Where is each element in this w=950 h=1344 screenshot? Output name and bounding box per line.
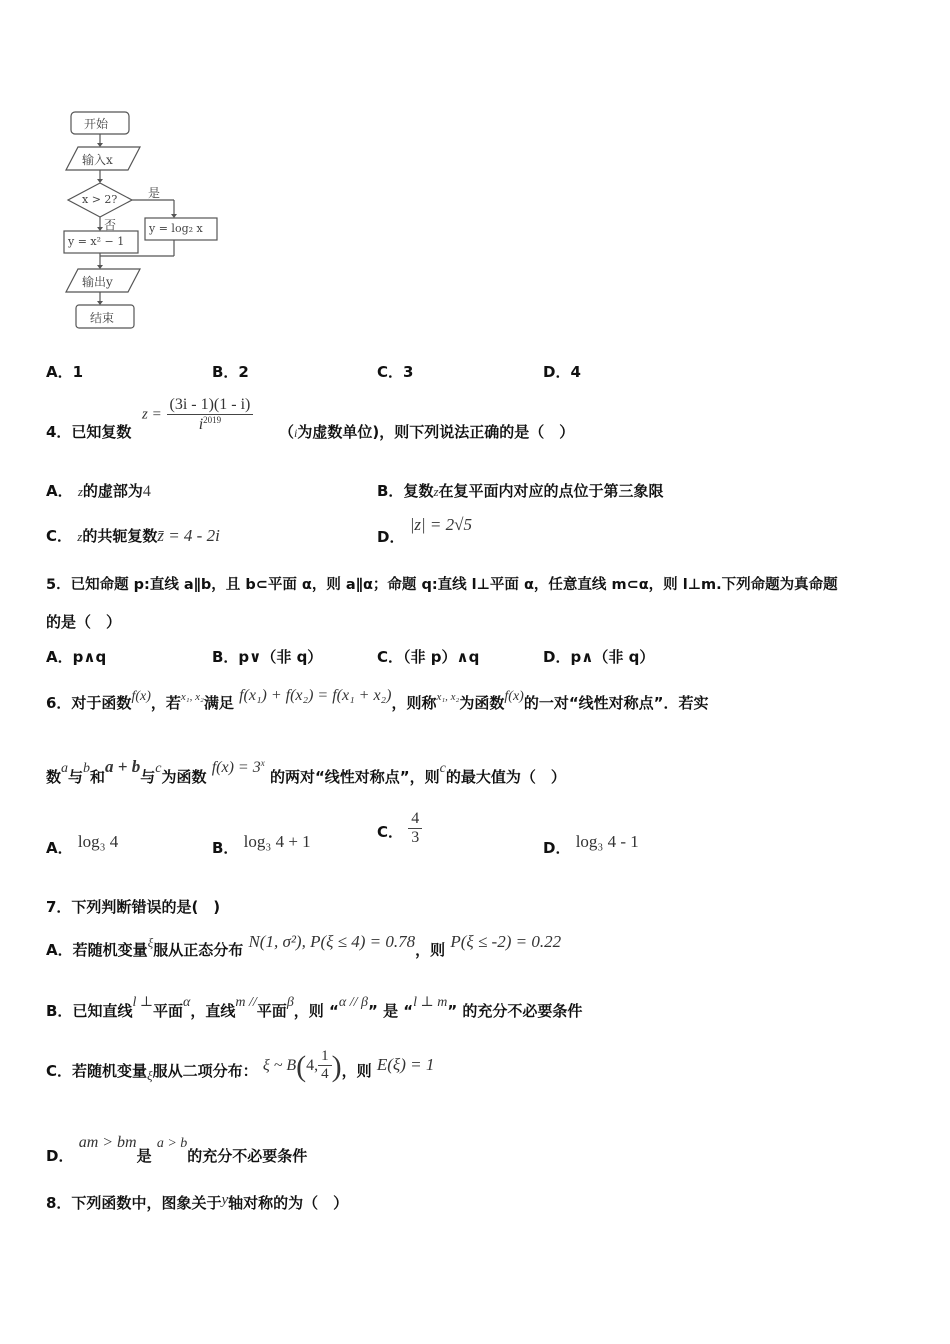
q6-stem-line2	[46, 756, 566, 786]
q7-d-ab: a > b	[156, 1136, 188, 1151]
q4-b-z: z	[433, 484, 439, 499]
start-label: 开始	[84, 117, 109, 131]
q7-c-label: C．	[46, 1062, 73, 1080]
q6-option-b	[212, 831, 311, 857]
q7-b-t1: 已知直线	[72, 1002, 133, 1020]
q6-l2-3: 和	[90, 768, 106, 786]
q4-option-c	[46, 525, 220, 546]
q6-c-fraction	[408, 810, 422, 847]
flowchart	[56, 104, 226, 336]
right-process-label: y = log₂ x	[149, 222, 203, 235]
q4-stem-end	[279, 421, 574, 442]
q6-a-val: log₃ 4	[77, 832, 119, 851]
left-process-label: y = x² − 1	[68, 235, 125, 248]
q7-b-t5: ，则 “	[293, 1002, 339, 1020]
q4-formula	[142, 396, 253, 434]
q6-l2-1: 数	[46, 768, 62, 786]
q4-paren: （	[279, 423, 295, 441]
q6-c-num: 4	[408, 810, 422, 829]
q4-d-label: D．	[377, 528, 405, 546]
q6-c-den: 3	[411, 829, 420, 846]
q6-ab: a + b	[105, 757, 141, 776]
q4-b-label: B．	[377, 482, 404, 500]
q5-option-a: A．p∧q	[46, 648, 107, 666]
q6-c: c	[155, 761, 162, 776]
q4-a-label: A．	[46, 482, 73, 500]
q4-a-val: 4	[142, 483, 151, 500]
q4-option-b	[377, 480, 664, 501]
q7-option-a	[46, 931, 562, 959]
q4-stem-start: 4．已知复数	[46, 423, 132, 441]
q8-y: y	[221, 1192, 229, 1208]
q6-d-label: D．	[543, 839, 571, 857]
q5-option-b: B．p∨（非 q）	[212, 648, 323, 666]
q6-option-d	[543, 831, 639, 857]
q7-c-t2: 服从二项分布：	[152, 1062, 258, 1080]
q6-p5: 为函数	[459, 694, 505, 712]
q7-b-lm: l ⊥ m	[413, 995, 448, 1010]
q6-c2: c	[439, 761, 446, 776]
q5-stem-line2: 的是（ ）	[46, 613, 122, 631]
q7-c-rparen: )	[331, 1050, 342, 1083]
yes-label: 是	[148, 186, 161, 200]
q6-a: a	[61, 761, 69, 776]
output-label: 输出y	[82, 275, 113, 289]
q4-c-label: C．	[46, 527, 73, 545]
q4-b-pre: 复数	[403, 482, 434, 500]
q4-fraction	[167, 396, 254, 434]
q7-a-expr2: P(ξ ≤ -2) = 0.22	[450, 932, 562, 951]
q7-d-t2: 的充分不必要条件	[187, 1147, 308, 1165]
q3-option-a: A．1	[46, 363, 84, 381]
q6-option-a	[46, 831, 119, 857]
q7-c-lparen: (	[296, 1050, 307, 1083]
q7-b-beta: β	[286, 995, 294, 1010]
q4-a-text: 的虚部为	[82, 482, 143, 500]
q7-a-text: 若随机变量	[72, 941, 148, 959]
q7-c-fraction	[318, 1048, 332, 1083]
q6-l2-5: 为函数	[161, 768, 207, 786]
q7-c-xi: ξ	[147, 1068, 153, 1083]
q4-d-expr: |z| = 2√5	[409, 515, 472, 534]
q7-a-then: ，则	[415, 941, 446, 959]
q7-d-t1: 是	[136, 1147, 152, 1165]
q6-c-label: C．	[377, 823, 404, 841]
q7-a-label: A．	[46, 941, 73, 959]
q7-c-then: ，则	[341, 1062, 372, 1080]
q3-option-b: B．2	[212, 363, 249, 381]
q6-b: b	[83, 761, 91, 776]
q4-c-text: 的共轭复数	[82, 527, 158, 545]
q6-fx3-sup: x	[260, 758, 265, 768]
q7-option-d	[46, 1131, 308, 1165]
q7-c-expr: ξ ~ B	[262, 1057, 297, 1074]
q5-stem-line1: 5．已知命题 p:直线 a∥b，且 b⊂平面 α，则 a∥α；命题 q:直线 l⊥平面 α，任意直线 m⊂α，则 l⊥m.下列命题为真命题	[46, 577, 838, 593]
q4-z-eq: z =	[142, 406, 162, 423]
q4-frac-num: (3i - 1)(1 - i)	[167, 396, 254, 415]
q6-b-val: log₃ 4 + 1	[243, 832, 311, 851]
no-label: 否	[104, 218, 117, 232]
q7-b-t4: 平面	[256, 1002, 287, 1020]
q4-tail: 为虚数单位)，则下列说法正确的是（ ）	[297, 423, 575, 441]
q7-d-am: am > bm	[78, 1134, 137, 1151]
q4-b-text: 在复平面内对应的点位于第三象限	[438, 482, 664, 500]
q3-option-c: C．3	[377, 363, 414, 381]
q7-d-label: D．	[46, 1147, 74, 1165]
q8-stem	[46, 1188, 349, 1212]
q6-x12: x₁, x₂	[180, 691, 204, 703]
q7-b-t3: ，直线	[190, 1002, 236, 1020]
q6-x12b: x₁, x₂	[436, 691, 460, 703]
q4-i-unit: i	[294, 426, 298, 440]
input-label: 输入x	[82, 153, 113, 167]
end-label: 结束	[90, 311, 115, 325]
q6-a-label: A．	[46, 839, 73, 857]
q6-p1: 6．对于函数	[46, 694, 132, 712]
q4-c-expr: z̄ = 4 - 2i	[157, 526, 220, 545]
q4-frac-den: i	[198, 416, 204, 433]
q6-f2: f(x)	[504, 689, 524, 704]
q8-p2: 轴对称的为（ ）	[228, 1194, 349, 1212]
q7-a-expr: N(1, σ²), P(ξ ≤ 4) = 0.78	[248, 932, 416, 951]
q6-p2: ，若	[150, 694, 181, 712]
q7-b-label: B．	[46, 1002, 73, 1020]
q7-c-den: 4	[321, 1066, 329, 1082]
q8-p1: 8．下列函数中，图象关于	[46, 1194, 222, 1212]
q6-fx3: f(x) = 3	[211, 759, 261, 776]
q6-f1: f(x)	[131, 689, 151, 704]
q7-b-m: m //	[235, 995, 257, 1010]
q7-c-4: 4,	[306, 1057, 319, 1074]
q7-option-c	[46, 1048, 434, 1084]
q4-option-d	[377, 514, 472, 546]
q5-option-d: D．p∧（非 q）	[543, 648, 655, 666]
condition-label: x > 2?	[82, 193, 118, 206]
q7-a-xi: ξ	[147, 935, 154, 950]
q7-b-l: l ⊥	[132, 995, 154, 1010]
q7-option-b	[46, 990, 583, 1020]
q4-a-z: z	[77, 484, 83, 499]
q6-l2-6: 的两对“线性对称点”，则	[269, 768, 440, 786]
q6-option-c	[377, 810, 422, 847]
q7-c-num: 1	[318, 1048, 332, 1066]
q7-b-t7: ” 的充分不必要条件	[447, 1002, 583, 1020]
q6-l2-7: 的最大值为（ ）	[445, 768, 566, 786]
q7-b-t2: 平面	[153, 1002, 184, 1020]
q6-eq: f(x₁) + f(x₂) = f(x₁ + x₂)	[239, 687, 392, 704]
q7-title: 7．下列判断错误的是( )	[46, 898, 221, 916]
q6-p6: 的一对“线性对称点”．若实	[523, 694, 709, 712]
q4-option-a	[46, 480, 151, 501]
q6-stem-line1	[46, 684, 709, 712]
q5-option-c: C．（非 p）∧q	[377, 648, 480, 666]
q6-b-label: B．	[212, 839, 239, 857]
q6-l2-2: 与	[68, 768, 84, 786]
q7-b-ab: α // β	[338, 995, 368, 1010]
flowchart-lines	[56, 104, 226, 336]
q6-d-val: log₃ 4 - 1	[575, 832, 639, 851]
q7-a-text2: 服从正态分布	[153, 941, 244, 959]
q3-option-d: D．4	[543, 363, 581, 381]
q7-b-alpha: α	[183, 995, 191, 1010]
q7-c-t1: 若随机变量	[72, 1062, 148, 1080]
q6-l2-4: 与	[140, 768, 156, 786]
q4-c-z: z	[77, 529, 83, 544]
q4-den-sup: 2019	[203, 415, 222, 425]
q6-p4: ，则称	[391, 694, 437, 712]
q6-p3: 满足	[203, 694, 234, 712]
q7-c-e: E(ξ) = 1	[376, 1055, 435, 1074]
q7-b-t6: ” 是 “	[368, 1002, 414, 1020]
